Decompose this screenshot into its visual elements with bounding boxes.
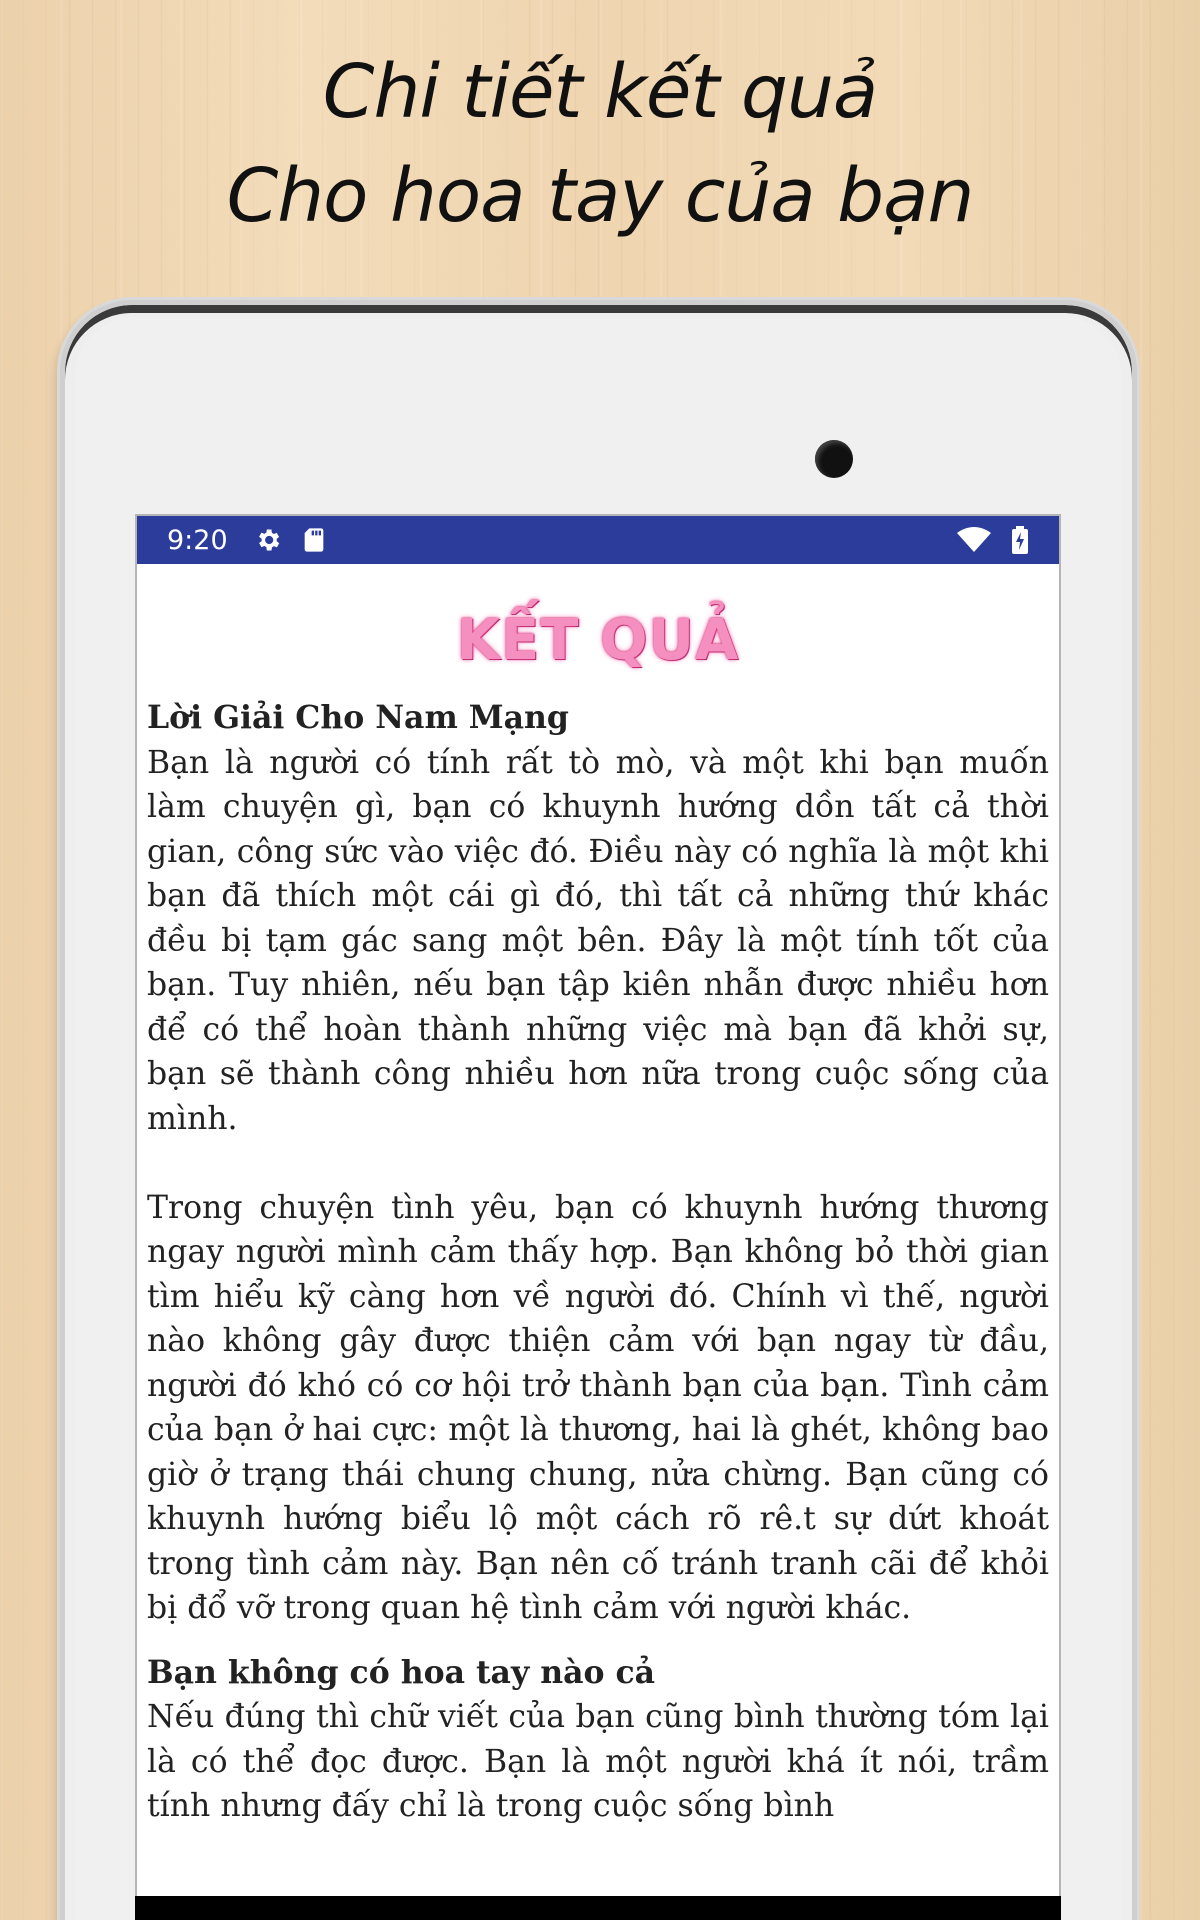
navigation-bar: [135, 1896, 1061, 1920]
section-heading-hoa-tay: Bạn không có hoa tay nào cả: [147, 1653, 656, 1691]
section-paragraph-2: Trong chuyện tình yêu, bạn có khuynh hướng thương ngay người mình cảm thấy hợp. Bạn không bỏ thời gian tìm hiểu kỹ càng hơn về người đó. Chính vì thế, người nào không gây được thiện cảm với bạn ngay từ đầu, người đó khó có cơ hội trở thành bạn của bạn. Tình cảm của bạn ở hai cực: một là thương, hai là ghét, không bao giờ ở trạng thái chung chung, nửa chừng. Bạn cũng có khuynh hướng biểu lộ một cách rõ rê.t sự dứt khoát trong tình cảm này. Bạn nên cố tránh tranh cãi để khỏi bị đổ vỡ trong quan hệ tình cảm với người khác.: [147, 1189, 1049, 1626]
promo-line-1: Chi tiết kết quả: [322, 49, 878, 135]
battery-charging-icon: [1011, 526, 1029, 554]
status-bar: [137, 516, 1059, 564]
promo-line-2: Cho hoa tay của bạn: [226, 153, 974, 239]
promo-headline: [0, 40, 1200, 248]
front-camera: [815, 440, 853, 478]
wifi-icon: [957, 527, 991, 553]
sd-card-icon: [302, 526, 326, 554]
gear-icon: [254, 526, 282, 554]
section-heading-nam-mang: Lời Giải Cho Nam Mạng: [147, 699, 569, 736]
result-content: [137, 678, 1059, 1829]
result-title: KẾT QUẢ: [456, 608, 740, 673]
status-time: 9:20: [167, 524, 228, 556]
section-paragraph-1: Bạn là người có tính rất tò mò, và một khi bạn muốn làm chuyện gì, bạn có khuynh hướng dồn tất cả thời gian, công sức vào việc đó. Điều này có nghĩa là một khi bạn đã thích một cái gì đó, thì tất cả những thứ khác đều bị tạm gác sang một bên. Đây là một tính tốt của bạn. Tuy nhiên, nếu bạn tập kiên nhẫn được nhiều hơn để có thể hoàn thành những việc mà bạn đã khởi sự, bạn sẽ thành công nhiều hơn nữa trong cuộc sống của mình.: [147, 744, 1049, 1137]
device-screen: [135, 514, 1061, 1920]
section-paragraph-3: Nếu đúng thì chữ viết của bạn cũng bình thường tóm lại là có thể đọc được. Bạn là một người khá ít nói, trầm tính nhưng đấy chỉ là trong cuộc sống bình: [147, 1699, 1049, 1824]
